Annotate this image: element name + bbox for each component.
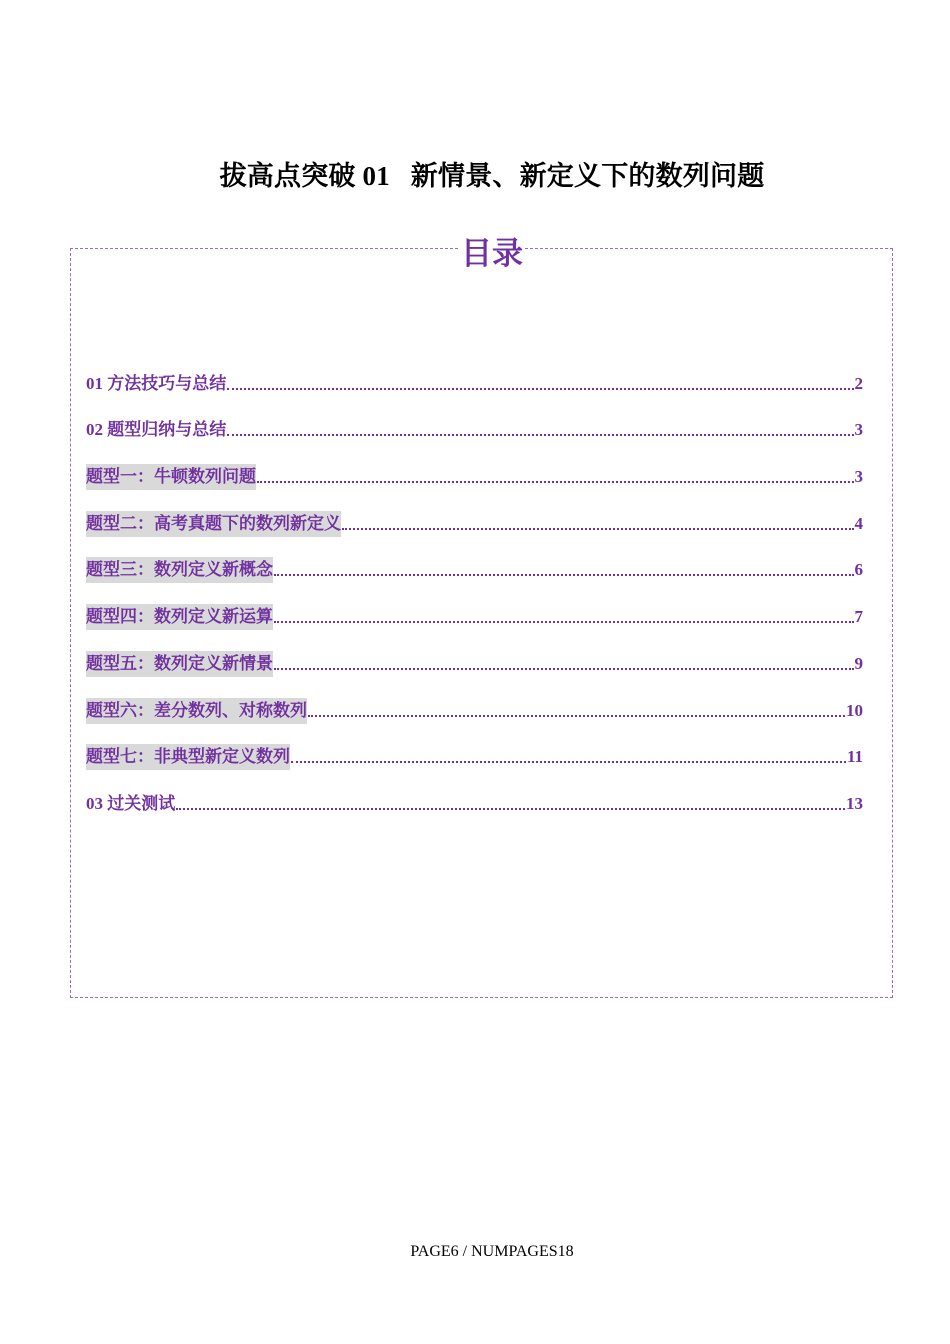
toc-entry-type-1[interactable] xyxy=(86,443,863,490)
toc-entry-method-summary[interactable] xyxy=(86,350,863,397)
toc-entry-label: 01 方法技巧与总结 xyxy=(86,373,227,393)
dot-leader xyxy=(274,621,854,623)
dot-leader xyxy=(176,808,845,810)
toc-entry-label: 题型七：非典型新定义数列 xyxy=(86,744,290,770)
toc-entry-type-summary[interactable] xyxy=(86,397,863,444)
dot-leader xyxy=(227,434,853,436)
toc-entry-label: 题型一：牛顿数列问题 xyxy=(86,464,256,490)
toc-heading-text: 目录 xyxy=(461,236,523,272)
toc-entry-page: 3 xyxy=(854,467,863,487)
toc-entry-label: 题型三：数列定义新概念 xyxy=(86,557,273,583)
toc-entry-label: 题型二：高考真题下的数列新定义 xyxy=(86,511,341,537)
toc-entry-label: 题型五：数列定义新情景 xyxy=(86,651,273,677)
toc-heading xyxy=(0,228,950,273)
toc-entry-page: 11 xyxy=(846,747,863,767)
page-footer: PAGE6 / NUMPAGES18 xyxy=(410,1243,574,1260)
dot-leader xyxy=(257,481,854,483)
toc-entry-page: 7 xyxy=(854,607,863,627)
dot-leader xyxy=(308,715,845,717)
toc-entry-label: 02 题型归纳与总结 xyxy=(86,420,227,440)
toc-entry-page: 2 xyxy=(854,373,863,393)
toc-entry-label: 题型六：差分数列、对称数列 xyxy=(86,698,307,724)
dot-leader xyxy=(342,528,854,530)
toc-list xyxy=(86,350,863,817)
toc-entry-label: 题型四：数列定义新运算 xyxy=(86,604,273,630)
toc-entry-type-4[interactable] xyxy=(86,583,863,630)
dot-leader xyxy=(227,388,853,390)
dot-leader xyxy=(274,668,854,670)
toc-entry-page: 9 xyxy=(854,653,863,673)
toc-entry-page: 3 xyxy=(854,420,863,440)
document-title: 拔高点突破 01 新情景、新定义下的数列问题 xyxy=(219,161,765,191)
toc-entry-page: 10 xyxy=(846,700,863,720)
toc-entry-final-test[interactable] xyxy=(86,770,863,817)
toc-entry-page: 13 xyxy=(846,793,863,813)
toc-entry-type-7[interactable] xyxy=(86,724,863,771)
toc-entry-type-3[interactable] xyxy=(86,537,863,584)
toc-entry-page: 4 xyxy=(854,513,863,533)
dot-leader xyxy=(291,761,846,763)
toc-entry-type-5[interactable] xyxy=(86,630,863,677)
toc-entry-type-6[interactable] xyxy=(86,677,863,724)
dot-leader xyxy=(274,574,854,576)
toc-entry-type-2[interactable] xyxy=(86,490,863,537)
toc-entry-page: 6 xyxy=(854,560,863,580)
toc-entry-label: 03 过关测试 xyxy=(86,793,176,813)
